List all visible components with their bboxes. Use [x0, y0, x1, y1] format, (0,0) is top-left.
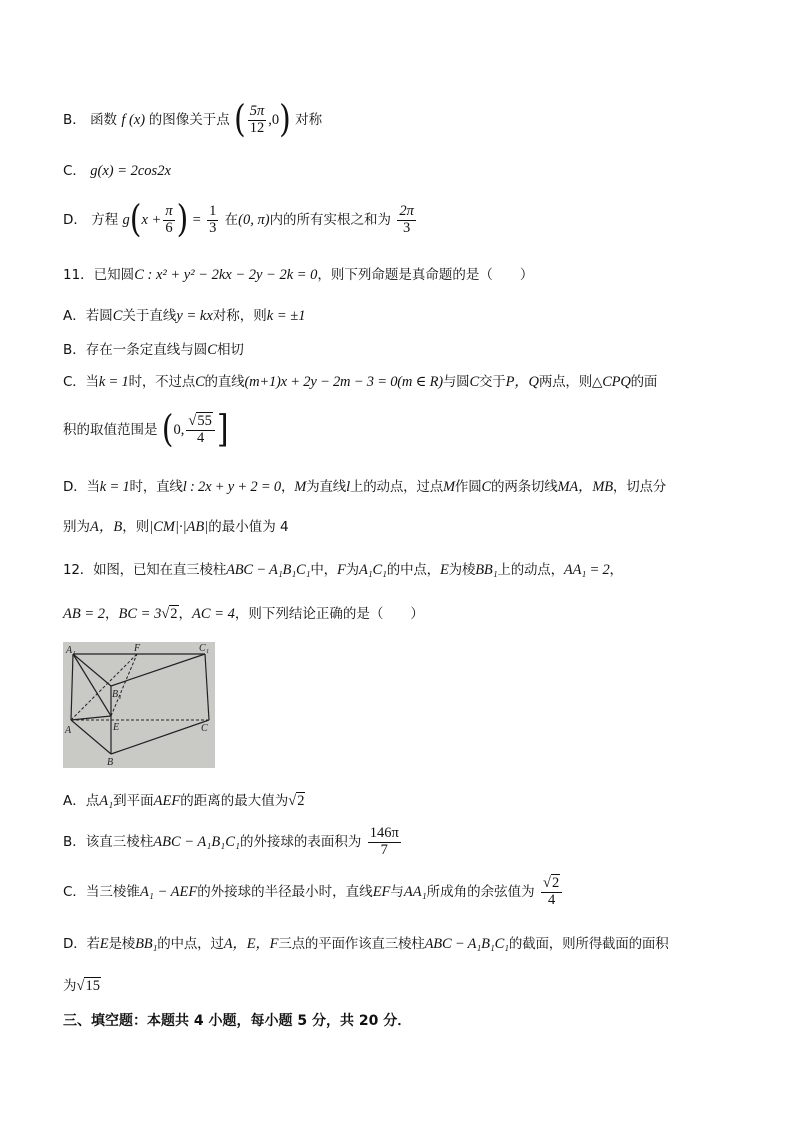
section-3-heading: 三、填空题：本题共 4 小题，每小题 5 分，共 20 分．: [63, 1013, 412, 1029]
option-label: C．: [63, 163, 86, 179]
option-label: D．: [63, 211, 87, 228]
option-11d: D．当k = 1时，直线l : 2x + y + 2 = 0，M为直线l上的动点，过点M作圆C的两条切线MA，MB，切点分: [63, 479, 667, 495]
label-b1: B₁: [112, 689, 122, 700]
fraction: $\frac{\pi}{6}$: [165, 203, 173, 236]
label-a: A: [65, 725, 72, 736]
expression: y = kx: [176, 308, 213, 324]
option-10b: B． 函数 f (x) 的图像关于点 ( $\frac{5\pi}{12}$ ,0) 对称: [63, 97, 323, 142]
question-11-stem: [63, 266, 533, 284]
text: 的图像关于点: [148, 111, 230, 128]
option-11c-cont: 积的取值范围是 (0, $\frac{√55}{4}$ ]: [63, 407, 229, 452]
fraction: $\frac{1}{3}$: [209, 203, 217, 236]
fraction: $\frac{√55}{4}$: [186, 414, 214, 447]
option-label: C．当三棱锥: [63, 883, 140, 900]
option-12d-cont: 为√15: [63, 978, 100, 994]
label-b: B: [107, 757, 114, 768]
expression: |CM|·|AB|: [149, 519, 209, 535]
expression: C : x² + y² − 2kx − 2y − 2k = 0: [134, 267, 318, 283]
question-12-stem: 12．如图，已知在直三棱柱ABC − A₁B₁C₁中，F为A₁C₁的中点，E为棱BB₁上的动点，AA₁ = 2，: [63, 562, 623, 578]
label-f: F: [134, 643, 141, 654]
option-11a: A．若圆C关于直线y = kx对称，则k = ±1: [63, 308, 306, 324]
option-11d-cont: 别为A，B，则|CM|·|AB|的最小值为 4: [63, 519, 289, 535]
paren-close: ): [279, 97, 291, 142]
interval: (0, π): [238, 211, 270, 228]
option-label: A．点: [63, 793, 100, 809]
option-12d: D．若E是棱BB₁的中点，过A，E，F三点的平面作该直三棱柱ABC − A₁B₁C₁的截面，则所得截面的面积: [63, 936, 669, 952]
option-12a: A．点A₁到平面AEF的距离的最大值为√2: [63, 793, 305, 809]
func-fx: f (x): [121, 111, 149, 128]
option-11c: C．当k = 1时，不过点C的直线(m+1)x + 2y − 2m − 3 = 0(m ∈ R)与圆C交于P，Q两点，则△CPQ的面: [63, 374, 658, 390]
expression: k = ±1: [266, 308, 306, 324]
option-label: B．: [63, 111, 86, 128]
text: ，则下列命题是真命题的是（ ）: [317, 267, 534, 283]
paren-open: (: [234, 97, 246, 142]
point-y: 0: [271, 111, 280, 128]
fraction: $\frac{√2}{4}$: [541, 876, 562, 909]
label-c: C: [201, 723, 208, 734]
fraction: $\frac{2\pi}{3}$: [399, 203, 414, 236]
label-e: E: [113, 722, 120, 733]
option-10d: D． 方程 g(x + $\frac{\pi}{6}$ ) = $\frac{1}{3}$ 在(0, π)内的所有实根之和为 $\frac{2\pi}{3}$: [63, 197, 414, 242]
text: 内的所有实根之和为: [269, 211, 392, 228]
option-12c: C．当三棱锥A₁ − AEF的外接球的半径最小时，直线EF与AA₁所成角的余弦值为 $\frac{√2}{4}$: [63, 876, 564, 909]
text: 函数: [90, 111, 118, 128]
question-12-stem-cont: AB = 2，BC = 3√2，AC = 4，则下列结论正确的是（ ）: [63, 606, 424, 622]
option-label: D．当: [63, 479, 100, 495]
text: 积的取值范围是: [63, 421, 158, 438]
expression: g(x) = 2cos2x: [90, 163, 171, 179]
option-label: B．存在一条定直线与圆: [63, 342, 208, 358]
prism-figure: [63, 642, 215, 768]
fraction: $\frac{146\pi}{7}$: [369, 825, 399, 858]
text: 方程: [91, 211, 119, 228]
expression: (m+1)x + 2y − 2m − 3 = 0(m ∈ R): [244, 374, 443, 390]
option-label: C．当: [63, 374, 99, 390]
expression: l : 2x + y + 2 = 0: [182, 479, 281, 495]
option-label: D．若: [63, 936, 100, 952]
text: 在: [224, 211, 239, 228]
option-label: B．该直三棱柱: [63, 833, 154, 850]
question-number: 11．已知圆: [63, 267, 135, 283]
option-10c: [63, 162, 171, 180]
expression: x +: [141, 211, 162, 228]
option-11b: B．存在一条定直线与圆C相切: [63, 342, 244, 358]
label-a1: A₁: [66, 645, 76, 656]
option-12b: B．该直三棱柱ABC − A₁B₁C₁的外接球的表面积为 $\frac{146\pi}{7}$: [63, 825, 399, 858]
label-c1: C₁: [199, 643, 210, 654]
prism-diagram: [63, 642, 215, 768]
text: 对称: [295, 111, 323, 128]
question-number: 12．如图，已知在直三棱柱: [63, 562, 227, 578]
equals: =: [192, 211, 201, 228]
func-g: g: [122, 211, 130, 228]
fraction: $\frac{5\pi}{12}$: [249, 103, 265, 136]
option-label: A．若圆: [63, 308, 113, 324]
